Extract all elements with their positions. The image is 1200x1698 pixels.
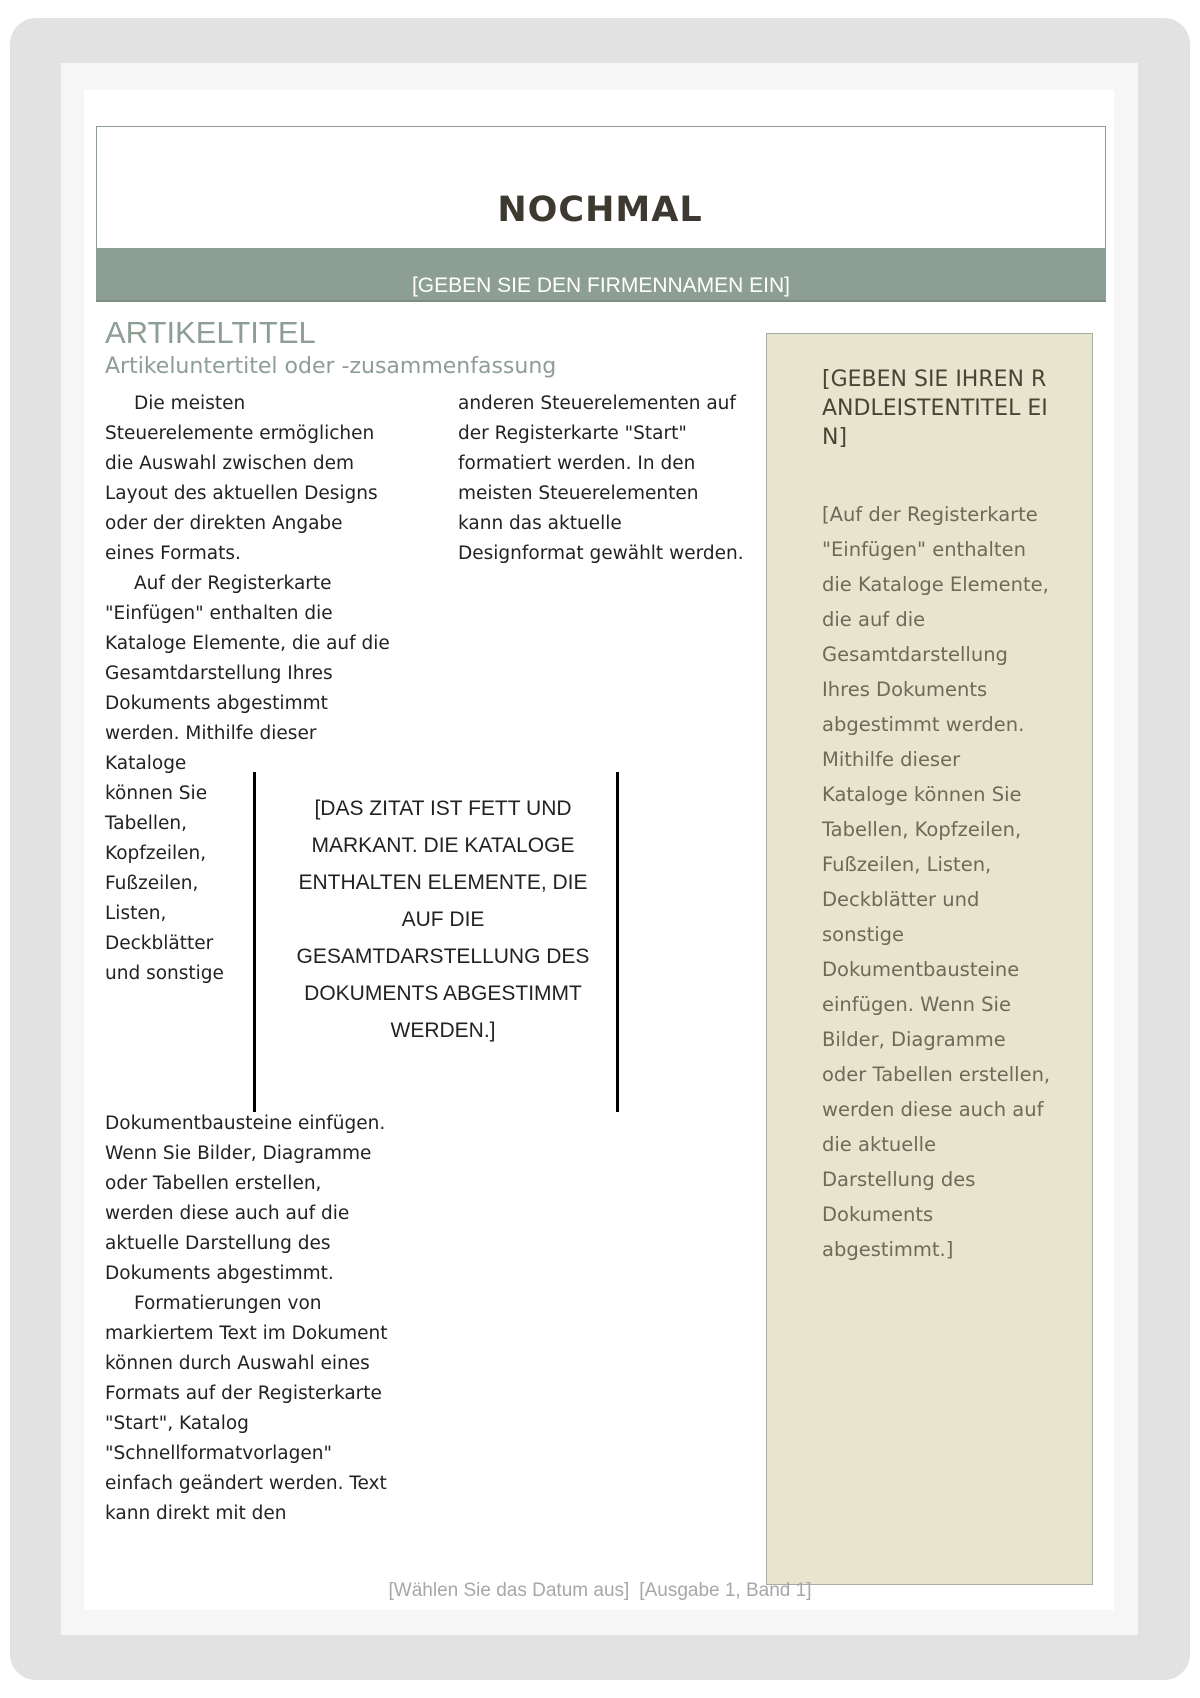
newsletter-title: NOCHMAL xyxy=(497,190,703,230)
article-paragraph: Dokumentbausteine einfügen. Wenn Sie Bilder, Diagramme oder Tabellen erstellen, werden diese auch auf die aktuelle Darstellung des Dokuments abgestimmt. xyxy=(105,1113,386,1284)
article-paragraph: Die meisten Steuerelemente ermöglichen die Auswahl zwischen dem Layout des aktuellen Designs oder der direkten Angabe eines Formats. xyxy=(105,393,378,564)
article-column-left-top xyxy=(105,389,395,749)
footer-issue: [Ausgabe 1, Band 1] xyxy=(639,1580,812,1601)
article-paragraph: Kataloge können Sie Tabellen, Kopfzeilen, Fußzeilen, Listen, Deckblätter und sonstige xyxy=(105,753,224,984)
article-paragraph: Auf der Registerkarte "Einfügen" enthalten die Kataloge Elemente, die auf die Gesamtdarstellung Ihres Dokuments abgestimmt werden. Mithilfe dieser xyxy=(105,573,390,744)
footer-date: [Wählen Sie das Datum aus] xyxy=(388,1580,630,1601)
company-name: [GEBEN SIE DEN FIRMENNAMEN EIN] xyxy=(411,274,791,297)
article-paragraph: anderen Steuerelementen auf der Registerkarte "Start" formatiert werden. In den meisten Steuerelementen kann das aktuelle Designformat gewählt werden. xyxy=(458,393,744,564)
article-column-left-wrap xyxy=(105,749,245,989)
article-column-right xyxy=(458,389,748,569)
article-paragraph: Formatierungen von markiertem Text im Dokument können durch Auswahl eines Formats auf der Registerkarte "Start", Katalog "Schnellformatvorlagen" einfach geändert werden. Text kann direkt mit den xyxy=(105,1293,388,1524)
sidebar-body: [Auf der Registerkarte "Einfügen" enthalten die Kataloge Elemente, die auf die Gesamtdarstellung Ihres Dokuments abgestimmt werden. Mithilfe dieser Kataloge können Sie Tabellen, Kopfzeilen, Fußzeilen, Listen, Deckblätter und sonstige Dokumentbausteine einfügen. Wenn Sie Bilder, Diagramme oder Tabellen erstellen, werden diese auch auf die aktuelle Darstellung des Dokuments abgestimmt.] xyxy=(822,503,1051,1261)
article-column-left-bottom xyxy=(105,1109,395,1529)
quote-left-rule xyxy=(253,772,256,1112)
article-title: ARTIKELTITEL xyxy=(105,315,316,350)
masthead xyxy=(96,126,1106,249)
article-subtitle: Artikeluntertitel oder -zusammenfassung xyxy=(105,354,557,379)
page-footer xyxy=(0,1580,1200,1602)
quote-right-rule xyxy=(616,772,619,1112)
company-name-bar xyxy=(96,248,1106,302)
pull-quote: [DAS ZITAT IST FETT UND MARKANT. DIE KATALOGE ENTHALTEN ELEMENTE, DIE AUF DIE GESAMTDARSTELLUNG DES DOKUMENTS ABGESTIMMT WERDEN.] xyxy=(296,797,590,1042)
sidebar-title: [GEBEN SIE IHREN RANDLEISTENTITEL EIN] xyxy=(822,367,1048,450)
